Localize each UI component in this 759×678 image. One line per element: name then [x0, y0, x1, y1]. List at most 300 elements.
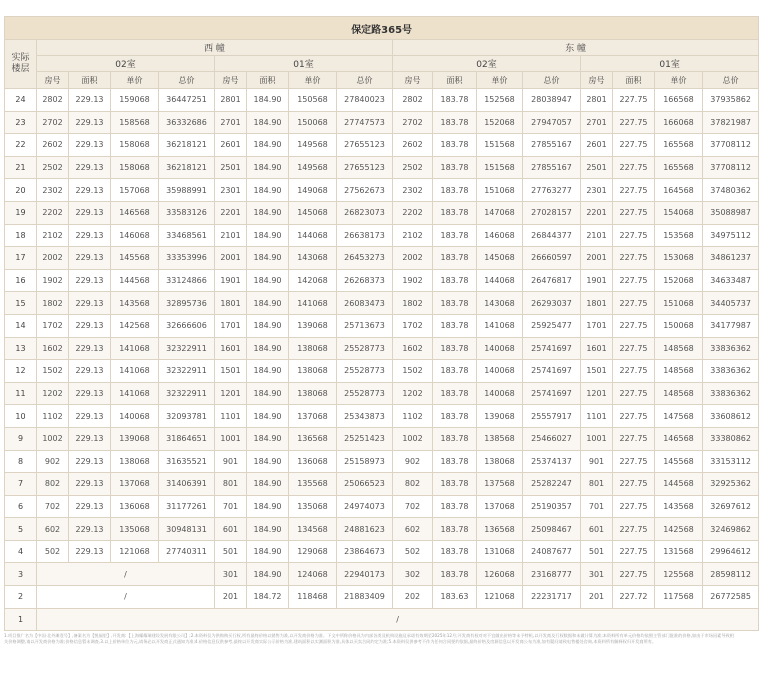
- table-row: [5, 608, 759, 631]
- cell-unit-price: 134568: [289, 518, 337, 541]
- cell-unit-price: 149068: [289, 179, 337, 202]
- cell-unit-price: 166068: [655, 111, 703, 134]
- cell-room-no: 801: [215, 473, 247, 496]
- table-row: [5, 518, 759, 541]
- cell-room-no: 801: [581, 473, 613, 496]
- cell-area: 184.90: [247, 156, 289, 179]
- cell-total-price: 25282247: [523, 473, 581, 496]
- cell-area: 229.13: [69, 179, 111, 202]
- cell-room-no: 1701: [215, 314, 247, 337]
- price-list: [4, 16, 751, 631]
- cell-area: 183.78: [433, 156, 477, 179]
- cell-area: 184.90: [247, 495, 289, 518]
- cell-unit-price: 142068: [289, 269, 337, 292]
- cell-total-price: 33836362: [703, 337, 759, 360]
- cell-total-price: 33836362: [703, 382, 759, 405]
- cell-unit-price: 141068: [111, 382, 159, 405]
- cell-area: 183.78: [433, 427, 477, 450]
- cell-room-no: 1501: [215, 360, 247, 383]
- cell-area: 184.90: [247, 427, 289, 450]
- cell-unit-price: 125568: [655, 563, 703, 586]
- cell-area: 229.13: [69, 314, 111, 337]
- table-row: [5, 314, 759, 337]
- cell-total-price: 25158973: [337, 450, 393, 473]
- col-header-unit-price: 单价: [477, 72, 523, 89]
- cell-unit-price: 140068: [111, 405, 159, 428]
- cell-room-no: 1902: [393, 269, 433, 292]
- floor-cell: 21: [5, 156, 37, 179]
- cell-total-price: 33583126: [159, 201, 215, 224]
- cell-area: 229.13: [69, 111, 111, 134]
- col-header-total-price: 总价: [159, 72, 215, 89]
- table-row: [5, 473, 759, 496]
- cell-area: 229.13: [69, 224, 111, 247]
- cell-area: 184.90: [247, 382, 289, 405]
- cell-area: 229.13: [69, 473, 111, 496]
- cell-total-price: 26660597: [523, 247, 581, 270]
- cell-room-no: 1801: [215, 292, 247, 315]
- cell-unit-price: 152568: [477, 89, 523, 112]
- cell-area: 229.13: [69, 360, 111, 383]
- floor-cell: 7: [5, 473, 37, 496]
- floor-cell: 12: [5, 360, 37, 383]
- cell-unit-price: 158068: [111, 156, 159, 179]
- cell-total-price: 27855167: [523, 156, 581, 179]
- cell-room-no: 601: [215, 518, 247, 541]
- cell-room-no: 501: [215, 540, 247, 563]
- cell-area: 183.78: [433, 89, 477, 112]
- cell-room-no: 1702: [37, 314, 69, 337]
- cell-unit-price: 150568: [289, 89, 337, 112]
- cell-area: 184.90: [247, 111, 289, 134]
- cell-total-price: 36447251: [159, 89, 215, 112]
- cell-room-no: 902: [37, 450, 69, 473]
- table-row: [5, 224, 759, 247]
- cell-unit-price: 140068: [477, 337, 523, 360]
- cell-area: 227.75: [613, 450, 655, 473]
- cell-room-no: 2602: [37, 134, 69, 157]
- cell-area: 227.75: [613, 382, 655, 405]
- cell-area: 183.78: [433, 360, 477, 383]
- cell-total-price: 32925362: [703, 473, 759, 496]
- cell-area: 229.13: [69, 540, 111, 563]
- table-row: [5, 540, 759, 563]
- cell-total-price: 22940173: [337, 563, 393, 586]
- cell-area: 183.78: [433, 518, 477, 541]
- floor-cell: 2: [5, 586, 37, 609]
- floor-cell: 23: [5, 111, 37, 134]
- cell-unit-price: 138068: [289, 382, 337, 405]
- building-row: [5, 40, 759, 56]
- cell-unit-price: 146568: [655, 427, 703, 450]
- cell-room-no: 1701: [581, 314, 613, 337]
- cell-total-price: 31177261: [159, 495, 215, 518]
- cell-unit-price: 151068: [477, 179, 523, 202]
- cell-unit-price: 126068: [477, 563, 523, 586]
- cell-area: 183.78: [433, 540, 477, 563]
- cell-total-price: 25741697: [523, 382, 581, 405]
- cell-area: 183.78: [433, 201, 477, 224]
- cell-unit-price: 139068: [289, 314, 337, 337]
- cell-room-no: 2302: [393, 179, 433, 202]
- cell-unit-price: 145568: [111, 247, 159, 270]
- cell-total-price: 28598112: [703, 563, 759, 586]
- floor-cell: 16: [5, 269, 37, 292]
- cell-area: 227.75: [613, 179, 655, 202]
- cell-area: 229.13: [69, 89, 111, 112]
- col-header-unit-price: 单价: [655, 72, 703, 89]
- floor-cell: 8: [5, 450, 37, 473]
- cell-unit-price: 137068: [477, 495, 523, 518]
- cell-area: 183.78: [433, 269, 477, 292]
- cell-total-price: 33468561: [159, 224, 215, 247]
- floor-cell: 1: [5, 608, 37, 631]
- cell-room-no: 702: [37, 495, 69, 518]
- cell-unit-price: 136068: [111, 495, 159, 518]
- cell-unit-price: 144568: [655, 473, 703, 496]
- cell-total-price: 27028157: [523, 201, 581, 224]
- cell-unit-price: 146068: [477, 224, 523, 247]
- cell-unit-price: 141068: [289, 292, 337, 315]
- cell-total-price: 33608612: [703, 405, 759, 428]
- cell-area: 184.90: [247, 89, 289, 112]
- cell-room-no: 2702: [393, 111, 433, 134]
- cell-unit-price: 149568: [289, 156, 337, 179]
- cell-total-price: 24881623: [337, 518, 393, 541]
- cell-total-price: 26476817: [523, 269, 581, 292]
- cell-unit-price: 154068: [655, 201, 703, 224]
- cell-total-price: 30948131: [159, 518, 215, 541]
- cell-room-no: 802: [37, 473, 69, 496]
- cell-unit-price: 143068: [289, 247, 337, 270]
- cell-unit-price: 166568: [655, 89, 703, 112]
- cell-unit-price: 147568: [655, 405, 703, 428]
- floor-cell: 20: [5, 179, 37, 202]
- cell-area: 184.90: [247, 314, 289, 337]
- floor-cell: 18: [5, 224, 37, 247]
- cell-area: 229.13: [69, 450, 111, 473]
- cell-room-no: 1602: [393, 337, 433, 360]
- cell-room-no: 1201: [215, 382, 247, 405]
- cell-area: 183.78: [433, 134, 477, 157]
- cell-area: 183.78: [433, 314, 477, 337]
- cell-unit-price: 138068: [477, 450, 523, 473]
- floor-cell: 10: [5, 405, 37, 428]
- cell-total-price: 25190357: [523, 495, 581, 518]
- cell-room-no: 1502: [393, 360, 433, 383]
- cell-room-no: 2001: [215, 247, 247, 270]
- cell-total-price: 33836362: [703, 360, 759, 383]
- cell-room-no: 202: [393, 586, 433, 609]
- cell-total-price: 31635521: [159, 450, 215, 473]
- table-row: [5, 427, 759, 450]
- cell-unit-price: 151068: [655, 292, 703, 315]
- cell-unit-price: 142568: [655, 518, 703, 541]
- cell-room-no: 1802: [37, 292, 69, 315]
- col-header-room-no: 房号: [215, 72, 247, 89]
- cell-total-price: 34861237: [703, 247, 759, 270]
- floor-cell: 24: [5, 89, 37, 112]
- cell-unit-price: 145568: [655, 450, 703, 473]
- cell-area: 184.90: [247, 337, 289, 360]
- cell-total-price: 36332686: [159, 111, 215, 134]
- cell-total-price: 26772585: [703, 586, 759, 609]
- cell-total-price: 26083473: [337, 292, 393, 315]
- cell-total-price: 36218121: [159, 134, 215, 157]
- cell-room-no: 2201: [581, 201, 613, 224]
- cell-total-price: 26844377: [523, 224, 581, 247]
- cell-room-no: 2002: [37, 247, 69, 270]
- table-row: [5, 586, 759, 609]
- cell-unit-price: 138068: [289, 360, 337, 383]
- cell-unit-price: 141068: [111, 337, 159, 360]
- cell-area: 227.75: [613, 563, 655, 586]
- cell-total-price: 32322911: [159, 360, 215, 383]
- cell-area: 227.75: [613, 247, 655, 270]
- col-header-total-price: 总价: [337, 72, 393, 89]
- title-row: [5, 17, 759, 40]
- cell-area: 183.78: [433, 179, 477, 202]
- cell-room-no: 2102: [37, 224, 69, 247]
- cell-area: 184.90: [247, 292, 289, 315]
- cell-total-price: 36218121: [159, 156, 215, 179]
- cell-area: 227.75: [613, 269, 655, 292]
- cell-area: 183.78: [433, 292, 477, 315]
- east-room-01: 01室: [581, 56, 759, 72]
- cell-total-price: 25741697: [523, 360, 581, 383]
- cell-area: 227.75: [613, 495, 655, 518]
- cell-area: 184.90: [247, 450, 289, 473]
- building-west: 西 幢: [37, 40, 393, 56]
- cell-room-no: 2802: [393, 89, 433, 112]
- cell-area: 229.13: [69, 405, 111, 428]
- cell-total-price: 37480362: [703, 179, 759, 202]
- cell-unit-price: 131068: [477, 540, 523, 563]
- cell-unit-price: 135568: [289, 473, 337, 496]
- cell-total-price: 33380862: [703, 427, 759, 450]
- cell-room-no: 502: [393, 540, 433, 563]
- col-header-area: 面积: [69, 72, 111, 89]
- cell-total-price: 26268373: [337, 269, 393, 292]
- cell-unit-price: 140068: [477, 382, 523, 405]
- col-header-room-no: 房号: [581, 72, 613, 89]
- col-header-unit-price: 单价: [111, 72, 159, 89]
- cell-area: 184.90: [247, 518, 289, 541]
- cell-unit-price: 158568: [111, 111, 159, 134]
- cell-room-no: 2502: [393, 156, 433, 179]
- cell-unit-price: 143568: [655, 495, 703, 518]
- cell-area: 229.13: [69, 201, 111, 224]
- cell-area: 227.75: [613, 111, 655, 134]
- cell-room-no: 2102: [393, 224, 433, 247]
- cell-total-price: 25466027: [523, 427, 581, 450]
- cell-room-no: 602: [393, 518, 433, 541]
- cell-total-price: 25528773: [337, 382, 393, 405]
- floor-header: [5, 40, 37, 89]
- cell-room-no: 201: [581, 586, 613, 609]
- cell-total-price: 25251423: [337, 427, 393, 450]
- cell-room-no: 2101: [215, 224, 247, 247]
- cell-room-no: 2801: [581, 89, 613, 112]
- cell-unit-price: 151568: [477, 134, 523, 157]
- cell-room-no: 2702: [37, 111, 69, 134]
- cell-total-price: 23168777: [523, 563, 581, 586]
- cell-total-price: 37708112: [703, 156, 759, 179]
- cell-total-price: 29964612: [703, 540, 759, 563]
- cell-room-no: 1102: [37, 405, 69, 428]
- cell-total-price: 25374137: [523, 450, 581, 473]
- cell-unit-price: 153068: [655, 247, 703, 270]
- cell-area: 183.78: [433, 563, 477, 586]
- cell-unit-price: 164568: [655, 179, 703, 202]
- cell-total-price: 22231717: [523, 586, 581, 609]
- cell-room-no: 201: [215, 586, 247, 609]
- cell-room-no: 1201: [581, 382, 613, 405]
- cell-room-no: 1601: [215, 337, 247, 360]
- cell-total-price: 24974073: [337, 495, 393, 518]
- cell-unit-price: 141068: [111, 360, 159, 383]
- floor-cell: 3: [5, 563, 37, 586]
- cell-unit-price: 118468: [289, 586, 337, 609]
- floor-cell: 13: [5, 337, 37, 360]
- cell-area: 184.72: [247, 586, 289, 609]
- cell-room-no: 2302: [37, 179, 69, 202]
- cell-room-no: 301: [215, 563, 247, 586]
- cell-total-price: 25713673: [337, 314, 393, 337]
- cell-unit-price: 144068: [289, 224, 337, 247]
- cell-unit-price: 144568: [111, 269, 159, 292]
- col-header-total-price: 总价: [703, 72, 759, 89]
- room-row: [5, 56, 759, 72]
- cell-room-no: 1702: [393, 314, 433, 337]
- cell-unit-price: 148568: [655, 382, 703, 405]
- cell-room-no: 1102: [393, 405, 433, 428]
- cell-total-price: 27655123: [337, 156, 393, 179]
- cell-total-price: 27562673: [337, 179, 393, 202]
- cell-room-no: 2002: [393, 247, 433, 270]
- floor-cell: 14: [5, 314, 37, 337]
- floor-cell: 15: [5, 292, 37, 315]
- cell-unit-price: 148568: [655, 360, 703, 383]
- cell-area: 229.13: [69, 337, 111, 360]
- cell-area: 183.78: [433, 337, 477, 360]
- table-row: [5, 495, 759, 518]
- cell-room-no: 2801: [215, 89, 247, 112]
- cell-area: 184.90: [247, 360, 289, 383]
- cell-area: 184.90: [247, 563, 289, 586]
- cell-area: 183.78: [433, 450, 477, 473]
- cell-room-no: 2501: [215, 156, 247, 179]
- cell-unit-price: 145068: [289, 201, 337, 224]
- cell-room-no: 502: [37, 540, 69, 563]
- cell-unit-price: 136568: [289, 427, 337, 450]
- cell-total-price: 37935862: [703, 89, 759, 112]
- cell-room-no: 2202: [37, 201, 69, 224]
- cell-total-price: 35088987: [703, 201, 759, 224]
- cell-room-no: 702: [393, 495, 433, 518]
- cell-area: 229.13: [69, 382, 111, 405]
- cell-area: 227.75: [613, 89, 655, 112]
- cell-room-no: 2202: [393, 201, 433, 224]
- table-row: [5, 292, 759, 315]
- cell-area: 183.78: [433, 224, 477, 247]
- west-room-02: 02室: [37, 56, 215, 72]
- cell-total-price: 32697612: [703, 495, 759, 518]
- cell-room-no: 501: [581, 540, 613, 563]
- floor-cell: 5: [5, 518, 37, 541]
- cell-unit-price: 135068: [289, 495, 337, 518]
- cell-total-price: 32322911: [159, 382, 215, 405]
- cell-room-no: 2802: [37, 89, 69, 112]
- cell-room-no: 902: [393, 450, 433, 473]
- cell-area: 184.90: [247, 540, 289, 563]
- cell-total-price: 27855167: [523, 134, 581, 157]
- cell-unit-price: 135068: [111, 518, 159, 541]
- cell-area: 227.75: [613, 224, 655, 247]
- cell-room-no: 1202: [393, 382, 433, 405]
- cell-unit-price: 124068: [289, 563, 337, 586]
- cell-room-no: 901: [581, 450, 613, 473]
- col-header-room-no: 房号: [37, 72, 69, 89]
- cell-area: 183.78: [433, 247, 477, 270]
- floor-cell: 19: [5, 201, 37, 224]
- cell-room-no: 1802: [393, 292, 433, 315]
- floor-cell: 17: [5, 247, 37, 270]
- table-title: 保定路365号: [5, 17, 759, 40]
- cell-unit-price: 165568: [655, 156, 703, 179]
- cell-total-price: 25528773: [337, 337, 393, 360]
- cell-area: 227.72: [613, 586, 655, 609]
- cell-unit-price: 150068: [289, 111, 337, 134]
- cell-total-price: 23864673: [337, 540, 393, 563]
- col-header-area: 面积: [433, 72, 477, 89]
- cell-room-no: 2601: [215, 134, 247, 157]
- cell-total-price: 25343873: [337, 405, 393, 428]
- col-header-room-no: 房号: [393, 72, 433, 89]
- cell-unit-price: 143568: [111, 292, 159, 315]
- cell-room-no: 2601: [581, 134, 613, 157]
- table-row: [5, 134, 759, 157]
- cell-area: 183.78: [433, 382, 477, 405]
- cell-total-price: 37821987: [703, 111, 759, 134]
- cell-area: 184.90: [247, 224, 289, 247]
- cell-unit-price: 117568: [655, 586, 703, 609]
- cell-unit-price: 139068: [477, 405, 523, 428]
- cell-total-price: 25098467: [523, 518, 581, 541]
- cell-room-no: 2501: [581, 156, 613, 179]
- cell-room-no: 1101: [581, 405, 613, 428]
- cell-unit-price: 121068: [477, 586, 523, 609]
- cell-unit-price: 153568: [655, 224, 703, 247]
- slash-cell: /: [37, 586, 215, 609]
- cell-area: 229.13: [69, 427, 111, 450]
- cell-room-no: 1002: [37, 427, 69, 450]
- cell-area: 229.13: [69, 518, 111, 541]
- cell-total-price: 32322911: [159, 337, 215, 360]
- cell-room-no: 1601: [581, 337, 613, 360]
- cell-area: 229.13: [69, 269, 111, 292]
- cell-room-no: 1001: [581, 427, 613, 450]
- cell-unit-price: 144068: [477, 269, 523, 292]
- cell-unit-price: 151568: [477, 156, 523, 179]
- col-header-area: 面积: [247, 72, 289, 89]
- cell-room-no: 2101: [581, 224, 613, 247]
- cell-area: 229.13: [69, 292, 111, 315]
- cell-room-no: 1002: [393, 427, 433, 450]
- table-row: [5, 89, 759, 112]
- cell-total-price: 26293037: [523, 292, 581, 315]
- cell-unit-price: 131568: [655, 540, 703, 563]
